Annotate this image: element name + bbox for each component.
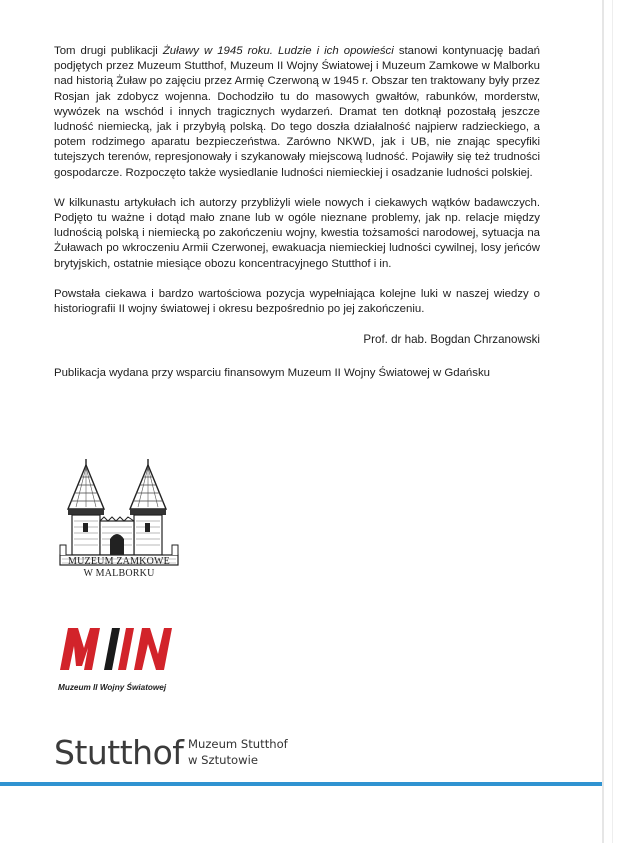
author-signature: Prof. dr hab. Bogdan Chrzanowski [363, 333, 540, 347]
paragraph-1 [54, 44, 540, 181]
stutthof-subtitle-line1: Muzeum Stutthof [188, 737, 288, 751]
paragraph-1-start: Tom drugi publikacji [54, 45, 163, 57]
paragraph-3: Powstała ciekawa i bardzo wartościowa pozycja wypełniająca kolejne luki w naszej wiedzy o historiografii II wojny światowej i okresu bezpośrednio po jej zakończeniu. [54, 287, 540, 316]
stutthof-wordmark: Stutthof [54, 733, 184, 772]
blue-band [0, 782, 602, 786]
book-title-italic: Żuławy w 1945 roku. Ludzie i ich opowieści [162, 45, 394, 57]
spine-edge-inner [612, 0, 613, 843]
castle-caption-line1: MUZEUM ZAMKOWE [68, 556, 170, 567]
castle-caption [56, 556, 182, 580]
spine-edge [602, 0, 604, 843]
stutthof-subtitle-line2: w Sztutowie [188, 753, 258, 767]
paragraph-2: W kilkunastu artykułach ich autorzy przybliżyli wiele nowych i ciekawych wątków badawczych. Podjęto tu ważne i dotąd mało znane lub w ogóle nieznane problemy, jak np. relacje między ludnością polską i niemiecką po zakończeniu wojny, kwestia tożsamości narodowej, sytuacja na Żuławach po wkroczeniu Armii Czerwonej, ewakuacja niemieckiej ludności cywilnej, losy jeńców brytyjskich, ostatnie miesiące obozu koncentracyjnego Stutthof i in. [54, 196, 540, 270]
castle-caption-line2: W MALBORKU [83, 568, 155, 579]
miiws-red-logo-icon [58, 626, 176, 672]
support-note: Publikacja wydana przy wsparciu finansowym Muzeum II Wojny Światowej w Gdańsku [54, 367, 490, 380]
miiws-caption: Muzeum II Wojny Światowej [58, 683, 167, 692]
paragraph-1-rest: stanowi kontynuację badań podjętych przez Muzeum Stutthof, Muzeum II Wojny Światowej i Muzeum Zamkowe w Malborku nad historią Żuław po zajęciu przez Armię Czerwoną w 1945 r. Obszar ten traktowany były przez Rosjan jak zdobycz wojenna. Dochodziło tu do masowych gwałtów, rabunków, morderstw, wywózek na wschód i innych tragicznych wydarzeń. Dramat ten dotknął pozostałą jeszcze ludność niemiecką, jak i przybyłą polską. Do tego doszła działalność najpierw radzieckiego, a potem rodzimego aparatu bezpieczeństwa. Zarówno NKWD, jak i UB, nie znając specyfiki tutejszych terenów, represjonowały i szykanowały miejscową ludność. Pojawiły się też trudności gospodarcze. Rozpoczęto także wysiedlanie ludności niemieckiej i osadzanie ludności polskiej. [54, 45, 540, 179]
blurb-text [54, 44, 540, 382]
stutthof-subtitle [188, 736, 288, 768]
